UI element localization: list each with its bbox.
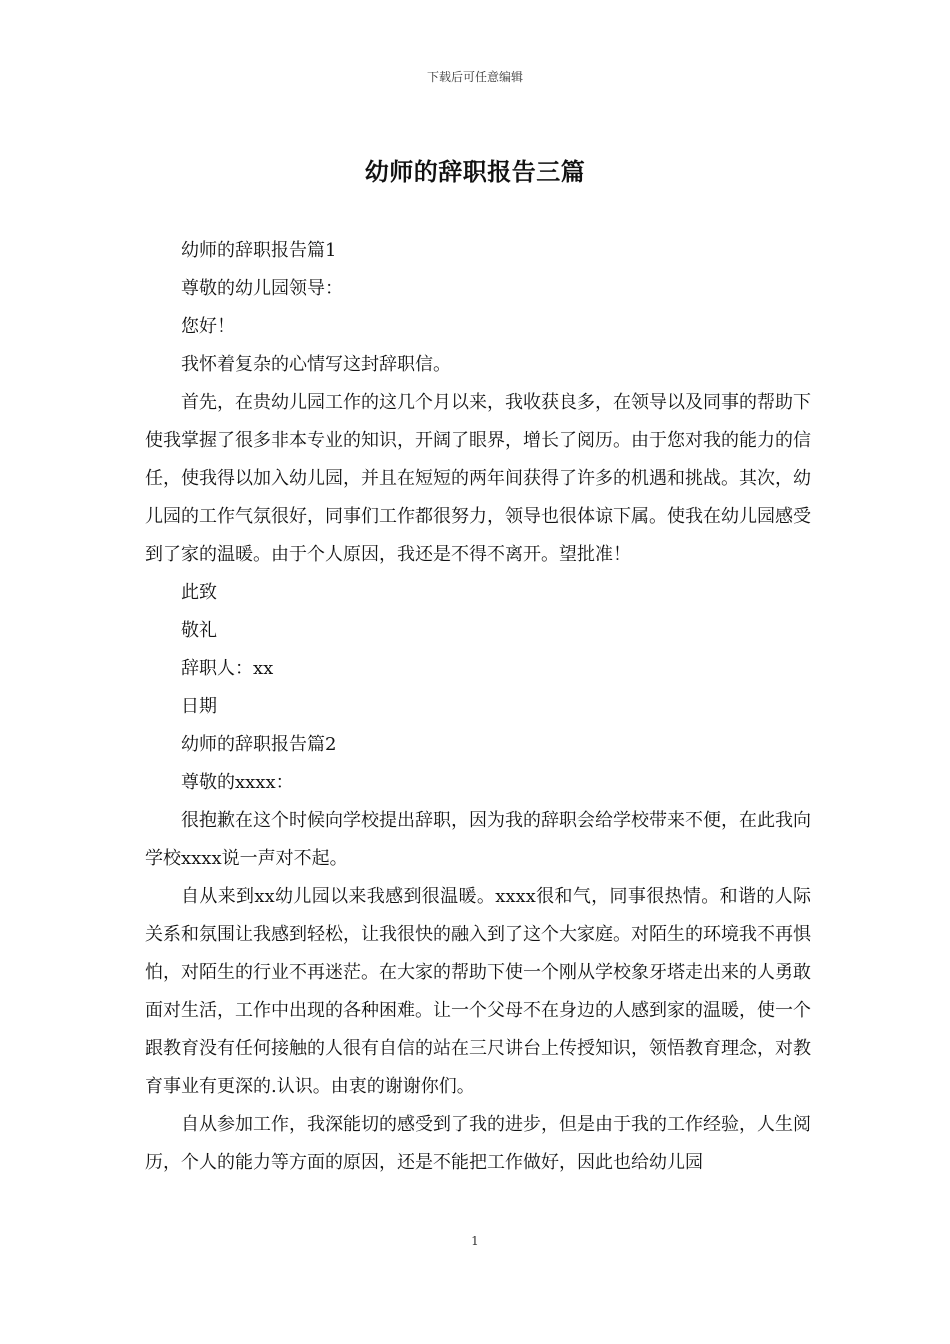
section-heading: 幼师的辞职报告篇1	[181, 240, 337, 261]
body-paragraph: 我怀着复杂的心情写这封辞职信。	[181, 354, 451, 375]
closing-line: 敬礼	[181, 620, 217, 641]
page-header-note: 下载后可任意编辑	[426, 70, 523, 84]
salutation: 尊敬的xxxx：	[181, 772, 294, 793]
section-heading: 幼师的辞职报告篇2	[181, 734, 337, 755]
document-title: 幼师的辞职报告三篇	[364, 157, 586, 186]
document-body	[145, 232, 811, 1182]
body-paragraph: 很抱歉在这个时候向学校提出辞职，因为我的辞职会给学校带来不便，在此我向学校xxxx说一声对不起。	[145, 810, 811, 869]
greeting: 您好！	[181, 316, 235, 337]
body-paragraph: 自从来到xx幼儿园以来我感到很温暖。xxxx很和气，同事很热情。和谐的人际关系和氛围让我感到轻松，让我很快的融入到了这个大家庭。对陌生的环境我不再惧怕，对陌生的行业不再迷茫。在大家的帮助下使一个刚从学校象牙塔走出来的人勇敢面对生活，工作中出现的各种困难。让一个父母不在身边的人感到家的温暖，使一个跟教育没有任何接触的人很有自信的站在三尺讲台上传授知识，领悟教育理念，对教育事业有更深的.认识。由衷的谢谢你们。	[145, 886, 811, 1097]
signature-line: 辞职人：xx	[181, 658, 274, 679]
page-number: 1	[471, 1234, 479, 1248]
closing-line: 此致	[181, 582, 217, 603]
date-line: 日期	[181, 696, 217, 717]
body-paragraph: 自从参加工作，我深能切的感受到了我的进步，但是由于我的工作经验，人生阅历，个人的能力等方面的原因，还是不能把工作做好，因此也给幼儿园	[145, 1114, 811, 1173]
salutation: 尊敬的幼儿园领导：	[181, 278, 343, 299]
body-paragraph: 首先，在贵幼儿园工作的这几个月以来，我收获良多，在领导以及同事的帮助下使我掌握了很多非本专业的知识，开阔了眼界，增长了阅历。由于您对我的能力的信任，使我得以加入幼儿园，并且在短短的两年间获得了许多的机遇和挑战。其次，幼儿园的工作气氛很好，同事们工作都很努力，领导也很体谅下属。使我在幼儿园感受到了家的温暖。由于个人原因，我还是不得不离开。望批准！	[145, 392, 811, 565]
